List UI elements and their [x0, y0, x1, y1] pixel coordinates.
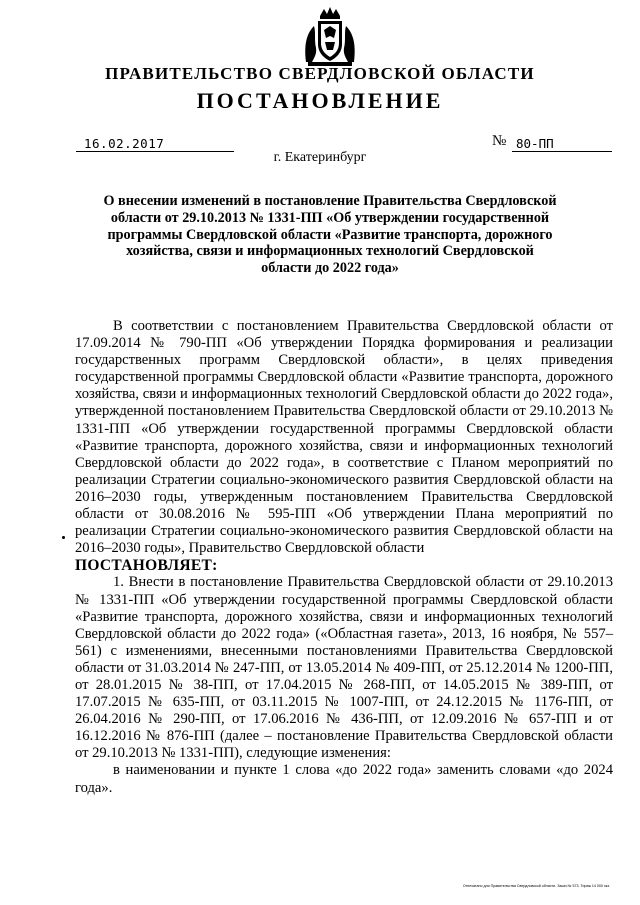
city: г. Екатеринбург	[273, 150, 367, 165]
number-label: №	[492, 133, 507, 149]
print-footer: Отпечатано для Правительства Свердловской области. Заказ № 573. Тираж 14 000 экз.	[462, 884, 610, 888]
margin-dot	[62, 536, 65, 539]
change-1-paragraph: в наименовании и пункте 1 слова «до 2022 года» заменить словами «до 2024 года».	[75, 762, 613, 796]
decree-heading: ПОСТАНОВЛЯЕТ:	[75, 557, 218, 575]
document-type: ПОСТАНОВЛЕНИЕ	[196, 88, 444, 113]
document-number: 80-ПП	[512, 136, 612, 152]
document-date: 16.02.2017	[76, 136, 234, 152]
preamble-paragraph: В соответствии с постановлением Правительства Свердловской области от 17.09.2014 № 790-ПП «Об утверждении Порядка формирования и реализации государственных программ Свердловской области», в целях приведения государственной программы Свердловской области «Развитие транспорта, дорожного хозяйства, связи и информационных технологий Свердловской области до 2022 года», утвержденной постановлением Правительства Свердловской области от 29.10.2013 № 1331-ПП «Об утверждении государственной программы Свердловской области «Развитие транспорта, дорожного хозяйства, связи и информационных технологий Свердловской области до 2022 года», в соответствие с Планом мероприятий по реализации Стратегии социально-экономического развития Свердловской области на 2016–2030 годы, утвержденным постановлением Правительства Свердловской области от 30.08.2016 № 595-ПП «Об утверждении Плана мероприятий по реализации Стратегии социально-экономического развития Свердловской области на 2016–2030 годы», Правительство Свердловской области	[75, 318, 613, 557]
document-body	[75, 318, 613, 797]
document-title: О внесении изменений в постановление Правительства Свердловской области от 29.10.2013 № 1331-ПП «Об утверждении государственной программы Свердловской области «Развитие транспорта, дорожного хозяйства, связи и информационных технологий Свердловской области до 2022 года»	[103, 193, 557, 277]
item-1-paragraph: 1. Внести в постановление Правительства Свердловской области от 29.10.2013 № 1331-ПП «Об утверждении государственной программы Свердловской области «Развитие транспорта, дорожного хозяйства, связи и информационных технологий Свердловской области до 2022 года» («Областная газета», 2013, 16 ноября, № 557–561) с изменениями, внесенными постановлениями Правительства Свердловской области от 31.03.2014 № 247-ПП, от 13.05.2014 № 409-ПП, от 25.12.2014 № 1200-ПП, от 28.01.2015 № 38-ПП, от 17.04.2015 № 268-ПП, от 14.05.2015 № 389-ПП, от 17.07.2015 № 635-ПП, от 03.11.2015 № 1007-ПП, от 24.12.2015 № 1176-ПП, от 26.04.2016 № 290-ПП, от 17.06.2016 № 436-ПП, от 12.09.2016 № 657-ПП и от 16.12.2016 № 876-ПП (далее – постановление Правительства Свердловской области от 29.10.2013 № 1331-ПП), следующие изменения:	[75, 574, 613, 762]
coat-of-arms-icon	[300, 6, 360, 68]
organization-name: ПРАВИТЕЛЬСТВО СВЕРДЛОВСКОЙ ОБЛАСТИ	[105, 64, 535, 83]
